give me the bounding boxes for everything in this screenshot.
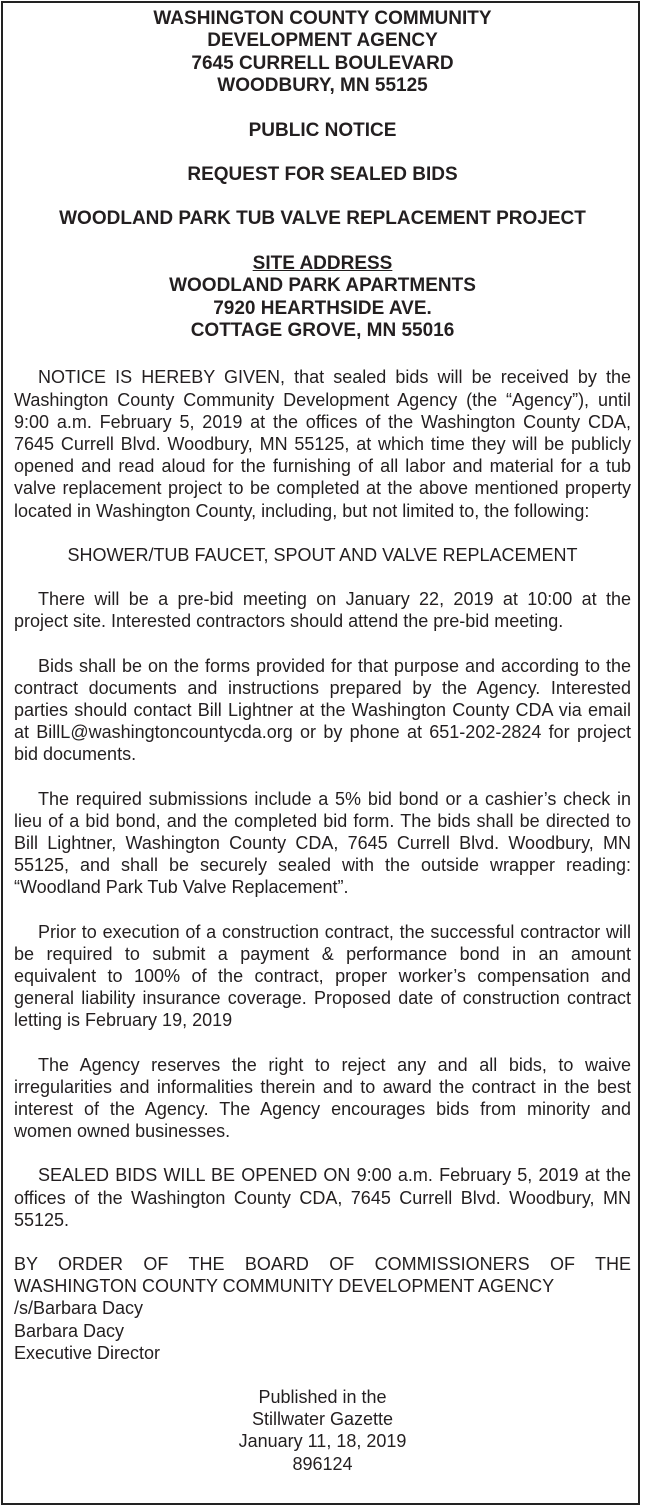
request-title: REQUEST FOR SEALED BIDS xyxy=(187,164,458,186)
notice-id: 896124 xyxy=(292,1453,353,1474)
published-in: Published in the xyxy=(258,1386,387,1407)
header-line: WOODBURY, MN 55125 xyxy=(217,75,428,97)
order-statement: BY ORDER OF THE BOARD OF COMMISSIONERS OF THE WASHINGTON COUNTY COMMUNITY DEVELOPMENT AGENCY xyxy=(14,1253,631,1297)
public-notice-document xyxy=(14,8,631,1475)
paragraph-bid-forms: Bids shall be on the forms provided for that purpose and according to the contract documents and instructions prepared by the Agency. Interested parties should contact Bill Lightner at the Washington County CDA via email at BillL@washingtoncountycda.org or by phone at 651-202-2824 for project bid documents. xyxy=(14,655,631,765)
project-title: WOODLAND PARK TUB VALVE REPLACEMENT PROJECT xyxy=(59,208,586,230)
signer-name: Barbara Dacy xyxy=(14,1320,125,1341)
publication-dates: January 11, 18, 2019 xyxy=(238,1431,407,1452)
publication-info xyxy=(14,1386,631,1475)
scope-line: SHOWER/TUB FAUCET, SPOUT AND VALVE REPLACEMENT xyxy=(67,544,578,565)
newspaper-name: Stillwater Gazette xyxy=(251,1409,394,1430)
paragraph-opening: SEALED BIDS WILL BE OPENED ON 9:00 a.m. February 5, 2019 at the offices of the Washington County CDA, 7645 Currell Blvd. Woodbury, MN 55125. xyxy=(14,1165,631,1230)
paragraph-rights: The Agency reserves the right to reject any and all bids, to waive irregularities and informalities therein and to award the contract in the best interest of the Agency. The Agency encourages bids from minority and women owned businesses. xyxy=(14,1054,631,1142)
signature-block xyxy=(14,1253,631,1364)
paragraph-prebid: There will be a pre-bid meeting on January 22, 2019 at 10:00 at the project site. Interested contractors should attend the pre-bid meeting. xyxy=(14,589,631,632)
paragraph-submissions: The required submissions include a 5% bid bond or a cashier’s check in lieu of a bid bond, and the completed bid form. The bids shall be directed to Bill Lightner, Washington County CDA, 7645 Currell Blvd. Woodbury, MN 55125, and shall be securely sealed with the outside wrapper reading: “Woodland Park Tub Valve Replacement”. xyxy=(14,788,631,898)
header-line: DEVELOPMENT AGENCY xyxy=(207,30,438,52)
header-line: WASHINGTON COUNTY COMMUNITY xyxy=(153,8,492,29)
paragraph-notice: NOTICE IS HEREBY GIVEN, that sealed bids will be received by the Washington County Community Development Agency (the “Agency”), until 9:00 a.m. February 5, 2019 at the offices of the Washington County CDA, 7645 Currell Blvd. Woodbury, MN 55125, at which time they will be publicly opened and read aloud for the furnishing of all labor and material for a tub valve replacement project to be completed at the above mentioned property located in Washington County, including, but not limited to, the following: xyxy=(14,367,631,521)
paragraph-bonds: Prior to execution of a construction contract, the successful contractor will be required to submit a payment & performance bond in an amount equivalent to 100% of the contract, proper worker’s compensation and general liability insurance coverage. Proposed date of construction contract letting is February 19, 2019 xyxy=(14,921,631,1031)
site-address-label: SITE ADDRESS xyxy=(252,252,393,274)
public-notice-title: PUBLIC NOTICE xyxy=(248,119,397,141)
signature: /s/Barbara Dacy xyxy=(14,1298,144,1319)
header-line: 7645 CURRELL BOULEVARD xyxy=(191,52,454,74)
signer-title: Executive Director xyxy=(14,1342,161,1363)
agency-header xyxy=(14,8,631,98)
site-line: COTTAGE GROVE, MN 55016 xyxy=(190,320,455,342)
site-line: 7920 HEARTHSIDE AVE. xyxy=(213,297,432,319)
site-line: WOODLAND PARK APARTMENTS xyxy=(169,275,476,297)
